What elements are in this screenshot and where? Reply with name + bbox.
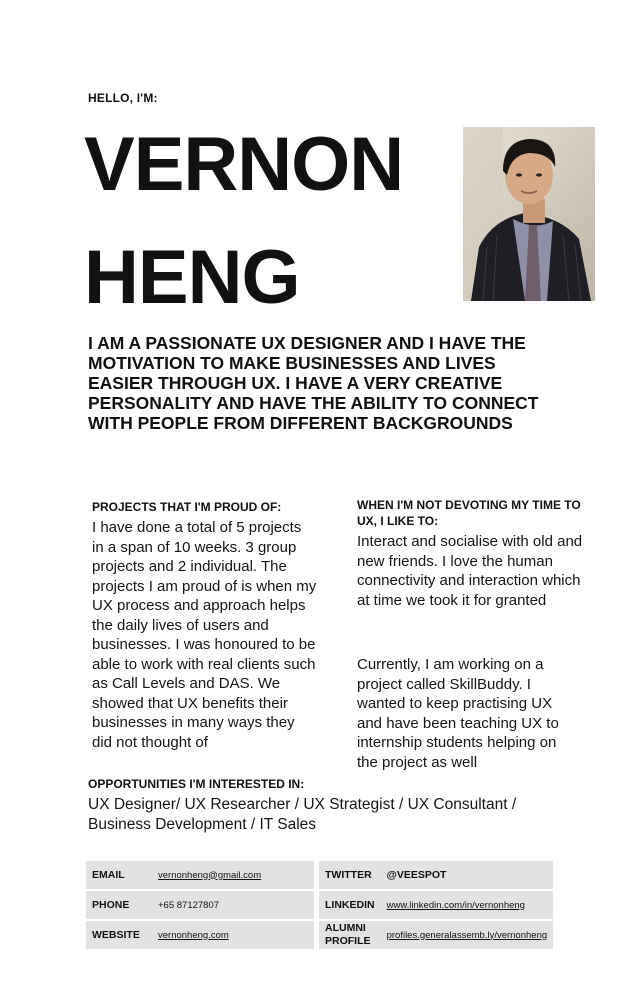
contact-row-phone <box>86 891 314 919</box>
hobbies-text: Interact and socialise with old and new friends. I love the human connectivity and interaction which at time we took it for granted <box>357 533 583 609</box>
greeting-label: HELLO, I'M: <box>88 91 158 105</box>
phone-value: +65 87127807 <box>152 891 314 919</box>
contact-row-linkedin <box>319 891 553 919</box>
contact-row-website <box>86 921 314 949</box>
current-project-text: Currently, I am working on a project called SkillBuddy. I wanted to keep practising UX and have been teaching UX to internship students helping on the project as well <box>357 656 559 771</box>
intro-statement: I AM A PASSIONATE UX DESIGNER AND I HAVE THE MOTIVATION TO MAKE BUSINESSES AND LIVES EASIER THROUGH UX. I HAVE A VERY CREATIVE PERSONALITY AND HAVE THE ABILITY TO CONNECT WITH PEOPLE FROM DIFFERENT BACKGROUNDS <box>88 333 539 433</box>
twitter-label: TWITTER <box>319 861 381 889</box>
linkedin-link[interactable]: www.linkedin.com/in/vernonheng <box>381 891 554 919</box>
contact-row-alumni <box>319 921 553 949</box>
contact-table-right <box>319 859 553 951</box>
phone-label: PHONE <box>86 891 152 919</box>
website-link[interactable]: vernonheng.com <box>152 921 314 949</box>
alumni-profile-label: ALUMNI PROFILE <box>319 921 381 949</box>
contact-table-left <box>86 859 314 951</box>
email-link[interactable]: vernonheng@gmail.com <box>152 861 314 889</box>
projects-text: I have done a total of 5 projects in a span of 10 weeks. 3 group projects and 2 individual. The projects I am proud of is when my UX process and approach helps the daily lives of users and businesses. I was honoured to be able to work with real clients such as Call Levels and DAS. We showed that UX benefits their businesses in many ways they did not thought of <box>92 519 317 751</box>
linkedin-label: LINKEDIN <box>319 891 381 919</box>
last-name-heading: HENG <box>84 235 300 320</box>
twitter-handle: @VEESPOT <box>381 861 554 889</box>
contact-row-email <box>86 861 314 889</box>
website-label: WEBSITE <box>86 921 152 949</box>
hobbies-heading: WHEN I'M NOT DEVOTING MY TIME TO UX, I LIKE TO: <box>357 498 581 528</box>
profile-photo <box>463 127 595 301</box>
profile-photo-image <box>463 127 595 301</box>
first-name-heading: VERNON <box>84 122 404 207</box>
projects-heading: PROJECTS THAT I'M PROUD OF: <box>92 500 282 514</box>
opportunities-text: UX Designer/ UX Researcher / UX Strategist / UX Consultant / Business Development / IT Sales <box>88 796 517 833</box>
contact-row-twitter <box>319 861 553 889</box>
opportunities-heading: OPPORTUNITIES I'M INTERESTED IN: <box>88 777 305 791</box>
email-label: EMAIL <box>86 861 152 889</box>
alumni-profile-link[interactable]: profiles.generalassemb.ly/vernonheng <box>381 921 554 949</box>
